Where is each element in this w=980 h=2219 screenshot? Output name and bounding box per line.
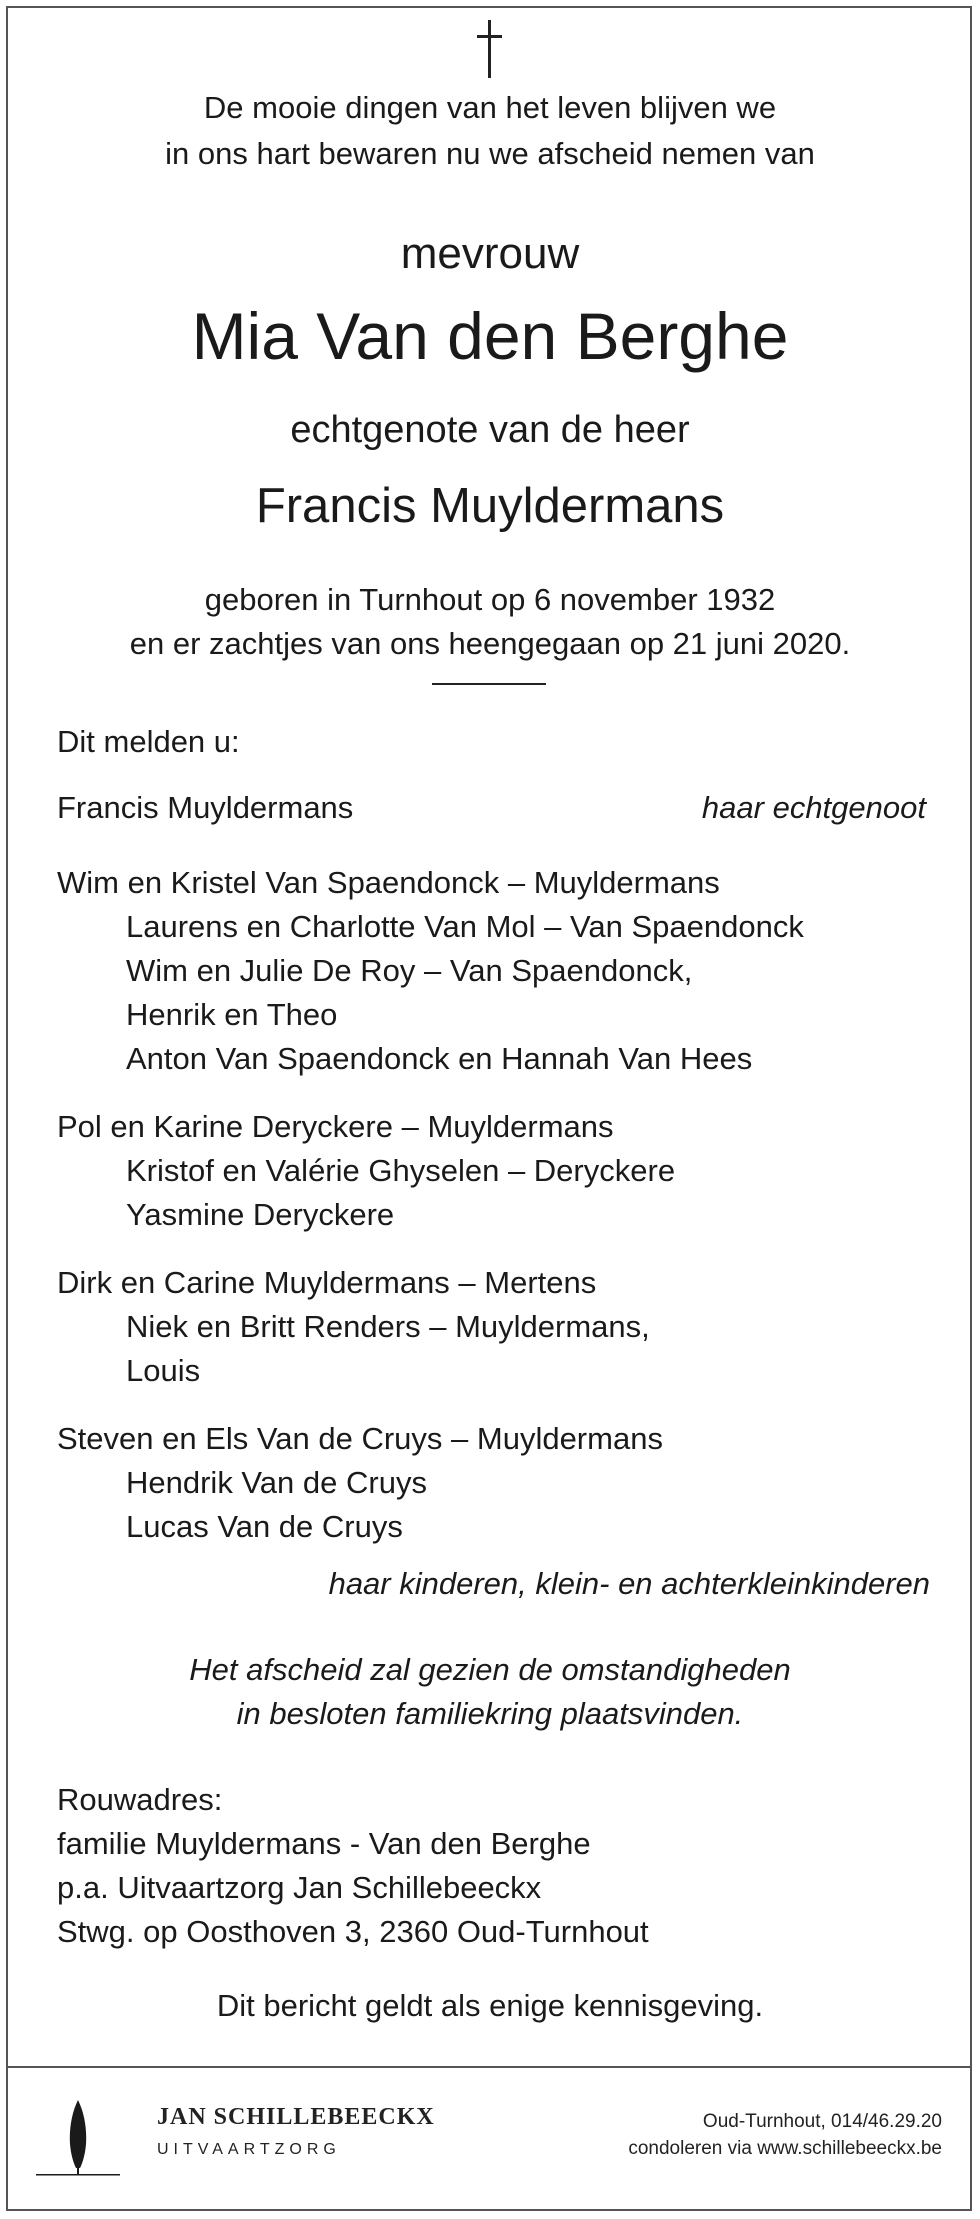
family-member: Niek en Britt Renders – Muyldermans, <box>126 1309 650 1344</box>
brand-name: JAN SCHILLEBEECKX <box>157 2104 435 2130</box>
divider <box>432 683 546 685</box>
contact-phone: Oud-Turnhout, 014/46.29.20 <box>702 2111 942 2132</box>
address-line-1: familie Muyldermans - Van den Berghe <box>57 1826 591 1861</box>
announcers-intro: Dit melden u: <box>57 724 240 759</box>
family-member: Henrik en Theo <box>126 997 338 1032</box>
address-line-2: p.a. Uitvaartzorg Jan Schillebeeckx <box>57 1870 542 1905</box>
cross-icon <box>475 20 505 80</box>
born-line: geboren in Turnhout op 6 november 1932 <box>204 582 776 617</box>
family-member: Yasmine Deryckere <box>126 1197 395 1232</box>
closing-line: Dit bericht geldt als enige kennisgeving. <box>216 1988 764 2023</box>
intro-line-2: in ons hart bewaren nu we afscheid nemen van <box>165 136 815 171</box>
cypress-tree-icon <box>36 2098 120 2178</box>
brand-subtitle: UITVAARTZORG <box>157 2141 341 2158</box>
family-head: Dirk en Carine Muyldermans – Mertens <box>57 1265 597 1300</box>
relation-caption: haar kinderen, klein- en achterkleinkinderen <box>328 1566 930 1601</box>
family-member: Wim en Julie De Roy – Van Spaendonck, <box>126 953 693 988</box>
family-member: Laurens en Charlotte Van Mol – Van Spaendonck <box>126 909 804 944</box>
family-head: Steven en Els Van de Cruys – Muyldermans <box>57 1421 663 1456</box>
family-head: Wim en Kristel Van Spaendonck – Muyldermans <box>57 865 720 900</box>
spouse-name: Francis Muyldermans <box>255 479 725 533</box>
contact-website: condoleren via www.schillebeeckx.be <box>628 2138 942 2159</box>
family-member: Kristof en Valérie Ghyselen – Deryckere <box>126 1153 676 1188</box>
salutation: mevrouw <box>400 229 580 278</box>
died-line: en er zachtjes van ons heengegaan op 21 juni 2020. <box>129 626 851 661</box>
notice-line-1: Het afscheid zal gezien de omstandigheden <box>189 1652 791 1687</box>
spouse-entry-relation: haar echtgenoot <box>701 790 926 825</box>
address-label: Rouwadres: <box>57 1782 223 1817</box>
family-head: Pol en Karine Deryckere – Muyldermans <box>57 1109 614 1144</box>
spouse-entry-name: Francis Muyldermans <box>57 790 354 825</box>
family-member: Lucas Van de Cruys <box>126 1509 403 1544</box>
footer-divider <box>6 2066 972 2068</box>
intro-line-1: De mooie dingen van het leven blijven we <box>203 90 777 125</box>
spouse-intro: echtgenote van de heer <box>290 409 690 451</box>
address-line-3: Stwg. op Oosthoven 3, 2360 Oud-Turnhout <box>57 1914 649 1949</box>
family-member: Anton Van Spaendonck en Hannah Van Hees <box>126 1041 753 1076</box>
family-member: Louis <box>126 1353 201 1388</box>
notice-line-2: in besloten familiekring plaatsvinden. <box>236 1696 744 1731</box>
family-member: Hendrik Van de Cruys <box>126 1465 427 1500</box>
deceased-name: Mia Van den Berghe <box>191 299 789 373</box>
